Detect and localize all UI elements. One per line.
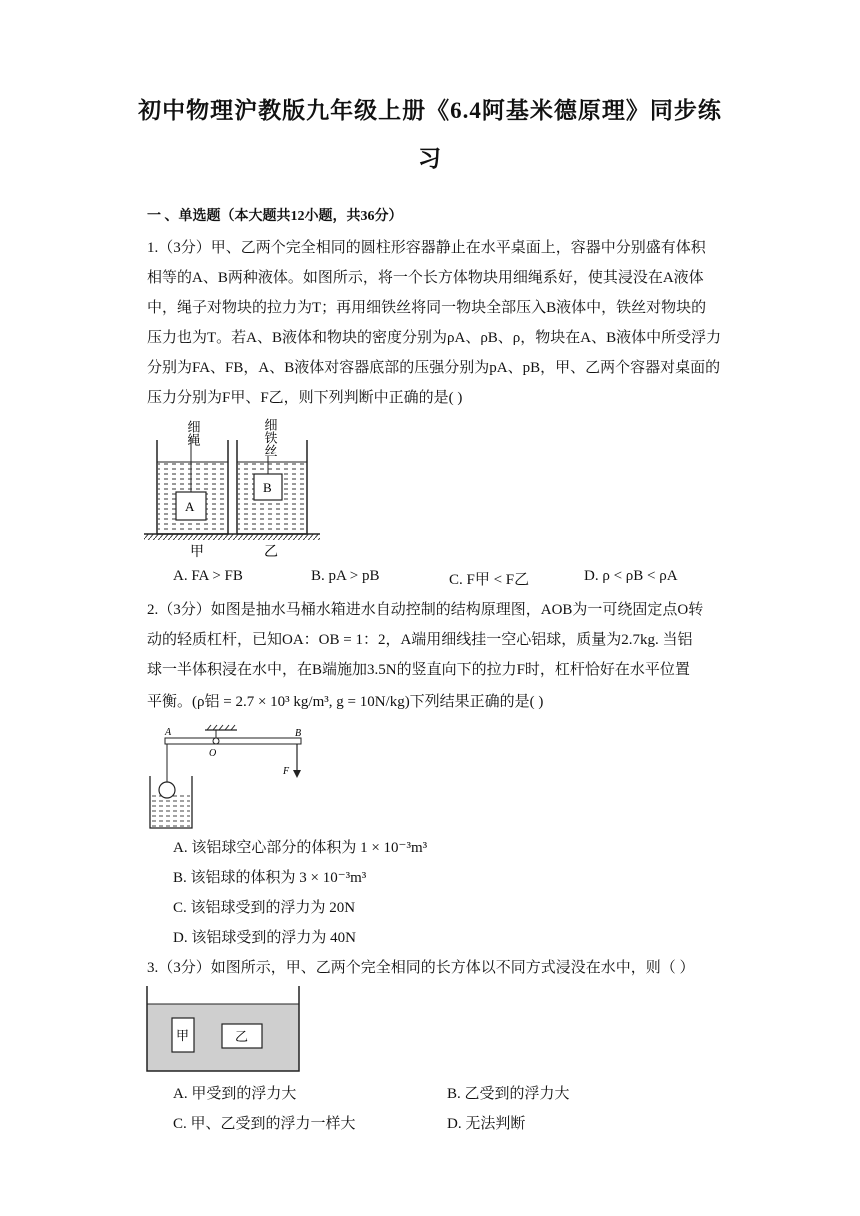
q2-pivot xyxy=(213,738,219,744)
q3-stem: 3.（3分）如图所示，甲、乙两个完全相同的长方体以不同方式浸没在水中，则（ ） xyxy=(147,960,695,976)
q2-option-b: B. 该铝球的体积为 3 × 10⁻³m³ xyxy=(173,870,367,886)
q1-line-6: 压力分别为F甲、F乙，则下列判断中正确的是( ) xyxy=(147,390,463,406)
q2-line-4: 平衡。(ρ铝 = 2.7 × 10³ kg/m³, g = 10N/kg)下列结果正确的是( ) xyxy=(147,694,544,710)
q1-line-1: 1.（3分）甲、乙两个完全相同的圆柱形容器静止在水平桌面上，容器中分别盛有体积 xyxy=(147,240,706,256)
q1-line-4: 压力也为T。若A、B液体和物块的密度分别为ρA、ρB、ρ，物块在A、B液体中所受浮力 xyxy=(147,330,722,346)
doc-title-line2: 习 xyxy=(418,146,442,171)
q2-option-d: D. 该铝球受到的浮力为 40N xyxy=(173,930,356,946)
q1-container-right-label: 乙 xyxy=(264,544,278,560)
q2-label-a: A xyxy=(165,727,172,738)
q2-line-3: 球一半体积浸在水中，在B端施加3.5N的竖直向下的拉力F时，杠杆恰好在水平位置 xyxy=(147,662,690,678)
q3-option-c: C. 甲、乙受到的浮力一样大 xyxy=(173,1116,356,1132)
q1-line-2: 相等的A、B两种液体。如图所示，将一个长方体物块用细绳系好，使其浸没在A液体 xyxy=(147,270,704,286)
q3-block-yi-label: 乙 xyxy=(235,1030,249,1045)
q1-option-d: D. ρ < ρB < ρA xyxy=(584,568,678,584)
doc-title-line1: 初中物理沪教版九年级上册《6.4阿基米德原理》同步练 xyxy=(138,98,722,123)
q2-figure xyxy=(145,724,315,832)
q1-figure xyxy=(140,412,320,560)
q1-option-a: A. FA > FB xyxy=(173,568,243,584)
q2-option-a: A. 该铝球空心部分的体积为 1 × 10⁻³m³ xyxy=(173,840,428,856)
q1-wire-label: 细铁丝 xyxy=(261,418,277,457)
q1-block-a-label: A xyxy=(185,499,195,514)
q3-option-a: A. 甲受到的浮力大 xyxy=(173,1086,297,1102)
q1-option-b: B. pA > pB xyxy=(311,568,380,584)
q2-option-c: C. 该铝球受到的浮力为 20N xyxy=(173,900,356,916)
q1-block-b-label: B xyxy=(263,480,272,495)
q3-block-jia-label: 甲 xyxy=(176,1029,190,1044)
q2-aluminum-ball xyxy=(159,782,175,798)
q2-label-b: B xyxy=(295,728,302,739)
q2-line-1: 2.（3分）如图是抽水马桶水箱进水自动控制的结构原理图，AOB为一可绕固定点O转 xyxy=(147,602,704,618)
q3-option-d: D. 无法判断 xyxy=(447,1116,526,1132)
section-heading: 一 、单选题（本大题共12小题，共36分） xyxy=(147,209,403,224)
q1-option-c: C. F甲 < F乙 xyxy=(449,572,530,588)
q2-label-f: F xyxy=(283,766,290,777)
q1-line-5: 分别为FA、FB，A、B液体对容器底部的压强分别为pA、pB，甲、乙两个容器对桌面的 xyxy=(147,360,721,376)
q1-rope-label: 细绳 xyxy=(184,420,200,446)
q1-container-left-label: 甲 xyxy=(190,544,204,560)
q2-label-o: O xyxy=(209,748,217,759)
q3-option-b: B. 乙受到的浮力大 xyxy=(447,1086,570,1102)
q2-line-2: 动的轻质杠杆，已知OA：OB = 1：2，A端用细线挂一空心铝球，质量为2.7kg. 当铝 xyxy=(147,632,693,648)
q3-figure xyxy=(144,984,302,1074)
q1-line-3: 中，绳子对物块的拉力为T；再用细铁丝将同一物块全部压入B液体中，铁丝对物块的 xyxy=(147,300,707,316)
